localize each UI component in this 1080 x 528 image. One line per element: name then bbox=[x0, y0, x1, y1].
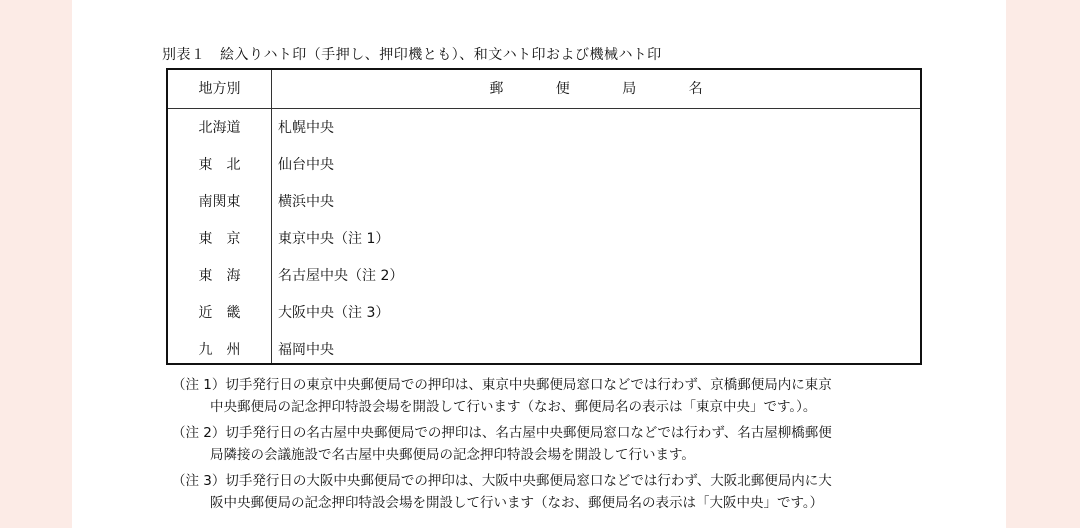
table-row bbox=[168, 295, 920, 332]
table-header bbox=[168, 70, 920, 109]
table-row bbox=[168, 332, 920, 369]
region-cell: 東 海 bbox=[198, 268, 241, 284]
table-caption: 別表１ 絵入りハト印（手押し、押印機とも）、和文ハト印および機械ハト印 bbox=[162, 47, 662, 63]
office-cell: 名古屋中央（注 2） bbox=[278, 268, 404, 284]
header-office-char: 郵 bbox=[489, 81, 504, 97]
table-row bbox=[168, 184, 920, 221]
table-row bbox=[168, 258, 920, 295]
header-office-char: 便 bbox=[555, 81, 570, 97]
footnote-line: 局隣接の会議施設で名古屋中央郵便局の記念押印特設会場を開設して行います。 bbox=[210, 447, 695, 463]
footnote bbox=[172, 470, 972, 514]
region-cell: 九 州 bbox=[198, 342, 241, 358]
office-cell: 札幌中央 bbox=[278, 120, 334, 136]
office-cell: 仙台中央 bbox=[278, 157, 334, 173]
office-cell: 東京中央（注 1） bbox=[278, 231, 390, 247]
office-cell: 福岡中央 bbox=[278, 342, 334, 358]
office-cell: 横浜中央 bbox=[278, 194, 334, 210]
footnote bbox=[172, 374, 972, 418]
header-office-char: 名 bbox=[688, 81, 703, 97]
region-cell: 東 北 bbox=[198, 157, 241, 173]
table-row bbox=[168, 110, 920, 147]
region-cell: 南関東 bbox=[198, 194, 241, 210]
footnote-line: （注 2）切手発行日の名古屋中央郵便局での押印は、名古屋中央郵便局窓口などでは行わず、名古屋柳橋郵便 bbox=[172, 425, 832, 441]
office-cell: 大阪中央（注 3） bbox=[278, 305, 390, 321]
region-cell: 近 畿 bbox=[198, 305, 241, 321]
header-region: 地方別 bbox=[198, 81, 241, 97]
header-office-char: 局 bbox=[622, 81, 637, 97]
table-row bbox=[168, 147, 920, 184]
footnote-line: （注 3）切手発行日の大阪中央郵便局での押印は、大阪中央郵便局窓口などでは行わず、大阪北郵便局内に大 bbox=[172, 473, 832, 489]
table-row bbox=[168, 221, 920, 258]
document-page bbox=[72, 0, 1006, 528]
footnote-line: 中央郵便局の記念押印特設会場を開設して行います（なお、郵便局名の表示は「東京中央」です。）。 bbox=[210, 399, 817, 415]
footnote-line: 阪中央郵便局の記念押印特設会場を開設して行います（なお、郵便局名の表示は「大阪中央」です。） bbox=[210, 495, 824, 511]
footnote bbox=[172, 422, 972, 466]
post-office-table bbox=[166, 68, 922, 365]
region-cell: 東 京 bbox=[198, 231, 241, 247]
footnotes bbox=[172, 374, 972, 518]
header-office bbox=[272, 70, 920, 108]
footnote-line: （注 1）切手発行日の東京中央郵便局での押印は、東京中央郵便局窓口などでは行わず、京橋郵便局内に東京 bbox=[172, 377, 832, 393]
region-cell: 北海道 bbox=[198, 120, 241, 136]
